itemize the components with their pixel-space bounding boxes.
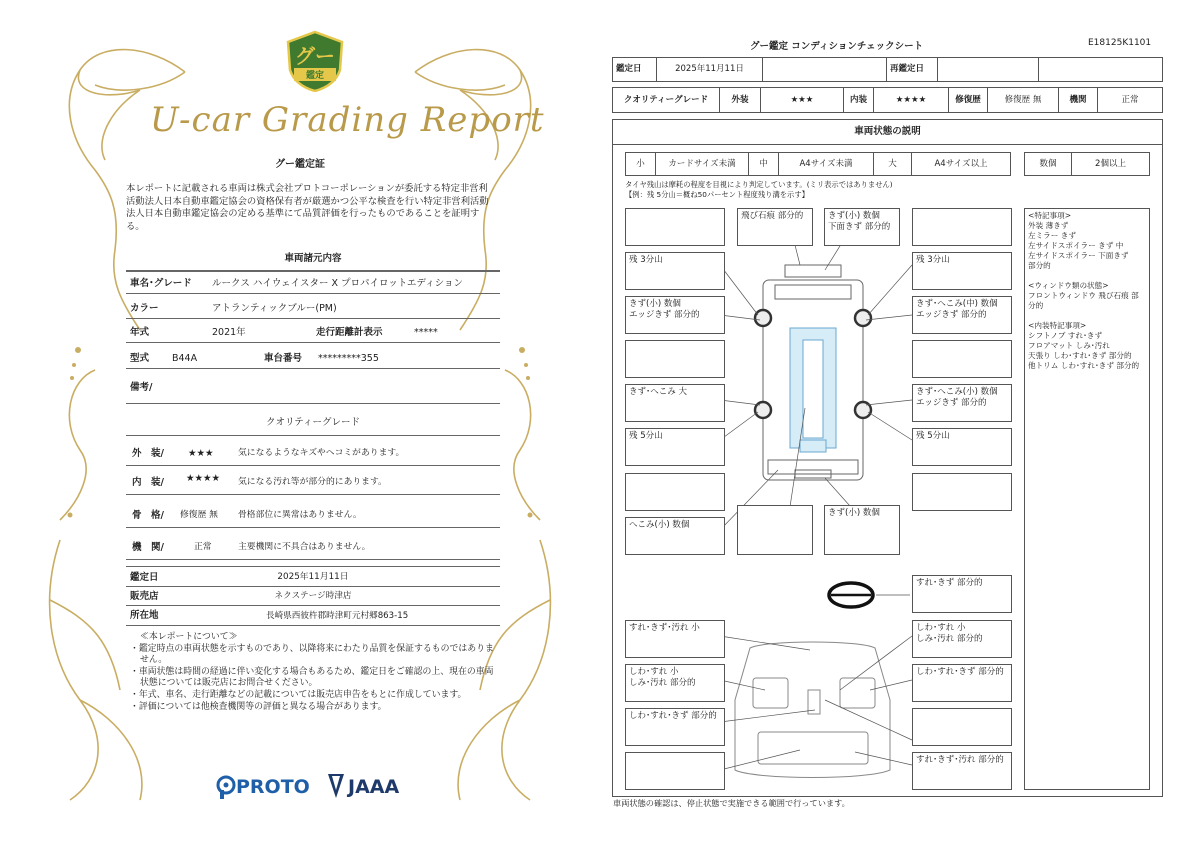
interior-stars: ★★★★ [186, 473, 221, 484]
interior-rear-left-note: しわ･すれ･きず 部分的 [625, 708, 725, 746]
special-remarks: <特記事項> 外装 薄きず 左ミラー きず 左サイドスポイラー きず 中 左サイドスポイラー 下面きず 部分的 <ウィンドウ類の状態> フロントウィンドウ 飛び石痕 部分的 <内装特記事項> シフトノブ すれ･きず フロアマット しみ･汚れ 天張り しわ･すれ･きず 部分的 他トリム しわ･すれ･きず 部分的 [1024, 208, 1150, 790]
car-exterior-outline-icon [755, 265, 871, 480]
jaaa-logo-text: JAAA [348, 776, 400, 798]
spec-row-color: カラー アトランティックブルー(PM) [126, 298, 500, 319]
interior-mid-left-note: しわ･すれ 小 しみ･汚れ 部分的 [625, 664, 725, 702]
info-row-address: 所在地 長崎県西彼杵郡時津町元村郷863-15 [126, 606, 500, 626]
inspection-date: 2025年11月11日 [656, 57, 763, 82]
footer-logos [216, 770, 416, 800]
interior-front-left-note: すれ･きず･汚れ 小 [625, 620, 725, 658]
steering-note: すれ･きず 部分的 [912, 575, 1012, 613]
car-interior-outline-icon [735, 642, 890, 778]
condition-check-sheet: グー鑑定 コンディションチェックシート E18125K1101 鑑定日 2025年11月11日 再鑑定日 クオリティーグレード 外装 ★★★ 内装 ★★★★ 修復歴 修復歴 無 機関 正常 車両状態の説明 小 カードサイズ未満 中 A4サイズ未満 大 A4サイズ以上 数個 2個以上 タイヤ残山は摩耗の程度を目視により判定しています。(ミリ表示ではありません) 【例：残 5分山＝概ね50パーセント程度残り溝を示す】 飛び石痕 部分的 きず(小) 数個 下面きず 部分的 残 3分山 残 3分山 きず(小) 数個 エッジきず 部分的 きず･へこみ(中) 数個 エッジきず 部分的 きず･へこみ 大 きず･へこみ(小) 数個 エッジきず 部分的 残 5分山 残 5分山 へこみ(小) 数個 きず(小) 数個 すれ･きず 部分的 すれ･きず･汚れ 小 しわ･すれ 小 しみ･汚れ 部分的 しわ･すれ 小 しみ･汚れ 部分的 しわ･すれ･きず 部分的 しわ･すれ･きず 部分的 すれ･きず･汚れ 部分的 <特記事項> 外装 薄きず 左ミラー きず 左サイドスポイラー きず 中 左サイドスポイラー 下面きず 部分的 <ウィンドウ類の状態> フロントウィンドウ 飛び石痕 部分的 <内装特記事項> シフトノブ すれ･きず フロアマット しみ･汚れ 天張り しわ･すれ･きず 部分的 他トリム しわ･すれ･きず 部分的 車両状態の確認は、停止状態で実施できる範囲で行っています。 [600, 0, 1200, 848]
tire-rear-left: 残 5分山 [625, 428, 725, 466]
chassis-value: *********355 [318, 353, 379, 364]
year-value: 2021年 [212, 327, 246, 338]
info-row-date: 鑑定日 2025年11月11日 [126, 566, 500, 587]
tire-rear-right: 残 5分山 [912, 428, 1012, 466]
rear-note: きず(小) 数個 [824, 505, 900, 555]
color-value: アトランティックブルー(PM) [212, 303, 337, 314]
steering-wheel-icon [829, 583, 873, 607]
interior-rear-right-note: すれ･きず･汚れ 部分的 [912, 752, 1012, 790]
quality-section-title: クオリティーグレード [265, 417, 361, 428]
sheet-title: グー鑑定 コンディションチェックシート [750, 41, 924, 52]
proto-logo-text: PROTO [236, 776, 310, 798]
tire-note: タイヤ残山は摩耗の程度を目視により判定しています。(ミリ表示ではありません) [625, 180, 893, 189]
car-name-value: ルークス ハイウェイスター X プロパイロットエディション [212, 278, 463, 289]
tire-example: 【例：残 5分山＝概ね50パーセント程度残り溝を示す】 [625, 190, 809, 199]
exterior-stars: ★★★ [188, 448, 214, 459]
quality-row-engine: 機 関/ 正常 主要機関に不具合はありません。 [126, 535, 500, 560]
sheet-footer-note: 車両状態の確認は、停止状態で実施できる範囲で行っています。 [613, 798, 850, 808]
right-door-note: きず･へこみ(小) 数個 エッジきず 部分的 [912, 384, 1012, 422]
state-title: 車両状態の説明 [612, 119, 1163, 145]
report-title: U-car Grading Report [150, 100, 545, 140]
info-row-dealer: 販売店 ネクステージ時津店 [126, 587, 500, 606]
rear-left-note: へこみ(小) 数個 [625, 517, 725, 555]
interior-front-right-note: しわ･すれ 小 しみ･汚れ 部分的 [912, 620, 1012, 658]
spec-row-name: 車名･グレード ルークス ハイウェイスター X プロパイロットエディション [126, 273, 500, 294]
svg-text:鑑定: 鑑定 [305, 71, 325, 81]
model-value: B44A [172, 353, 198, 364]
left-front-fender-note: きず(小) 数個 エッジきず 部分的 [625, 296, 725, 334]
roof-front-note: 飛び石痕 部分的 [737, 208, 813, 246]
report-notes: ≪本レポートについて≫ ・鑑定時点の車両状態を示すものであり、以降将来にわたり品質を保証するものではありません。 ・車両状態は時間の経過に伴い変化する場合もあるため、鑑定日をご確認の上、現在の車両状態については販売店にお問合せください。 ・年式、車名、走行距離などの記載については販売店申告をもとに作成しています。 ・評価については他検査機関等の評価と異なる場合があります。 [130, 632, 494, 712]
spec-row-model: 型式 B44A 車台番号 *********355 [126, 348, 500, 369]
spec-section-title: 車両諸元内容 [284, 253, 342, 264]
spec-row-remarks: 備考/ [130, 382, 153, 393]
quality-row-exterior: 外 装/ ★★★ 気になるようなキズやヘコミがあります。 [126, 441, 500, 466]
proto-logo-icon [218, 777, 234, 799]
engine-status: 正常 [1097, 87, 1163, 113]
tire-front-right: 残 3分山 [912, 252, 1012, 290]
certificate-subtitle: グー鑑定証 [275, 159, 325, 170]
repair-history: 修復歴 無 [987, 87, 1059, 113]
certificate-intro: 本レポートに記載される車両は株式会社プロトコーポレーションが委託する特定非営利活動法人日本自動車鑑定協会の資格保有者が厳選かつ公平な検査を行い特定非営利活動法人日本自動車鑑定協会の定める基準にて品質評価を行ったものであることを証明する。 [126, 183, 489, 232]
tire-front-left: 残 3分山 [625, 252, 725, 290]
interior-mid-right-note: しわ･すれ･きず 部分的 [912, 664, 1012, 702]
interior-grade: ★★★★ [873, 87, 949, 113]
spec-row-year: 年式 2021年 走行距離計表示 ***** [126, 322, 500, 343]
goo-badge-logo [284, 30, 346, 92]
odometer-value: ***** [414, 327, 438, 338]
front-note: きず(小) 数個 下面きず 部分的 [824, 208, 900, 246]
jaaa-logo-icon [328, 774, 344, 798]
exterior-grade: ★★★ [760, 87, 844, 113]
right-front-fender-note: きず･へこみ(中) 数個 エッジきず 部分的 [912, 296, 1012, 334]
quality-row-frame: 骨 格/ 修復歴 無 骨格部位に異常はありません。 [126, 503, 500, 528]
quality-row-interior: 内 装/ ★★★★ 気になる汚れ等が部分的にあります。 [126, 470, 500, 495]
svg-text:グー: グー [295, 44, 335, 68]
document-id: E18125K1101 [1088, 38, 1152, 48]
left-door-note: きず･へこみ 大 [625, 384, 725, 422]
